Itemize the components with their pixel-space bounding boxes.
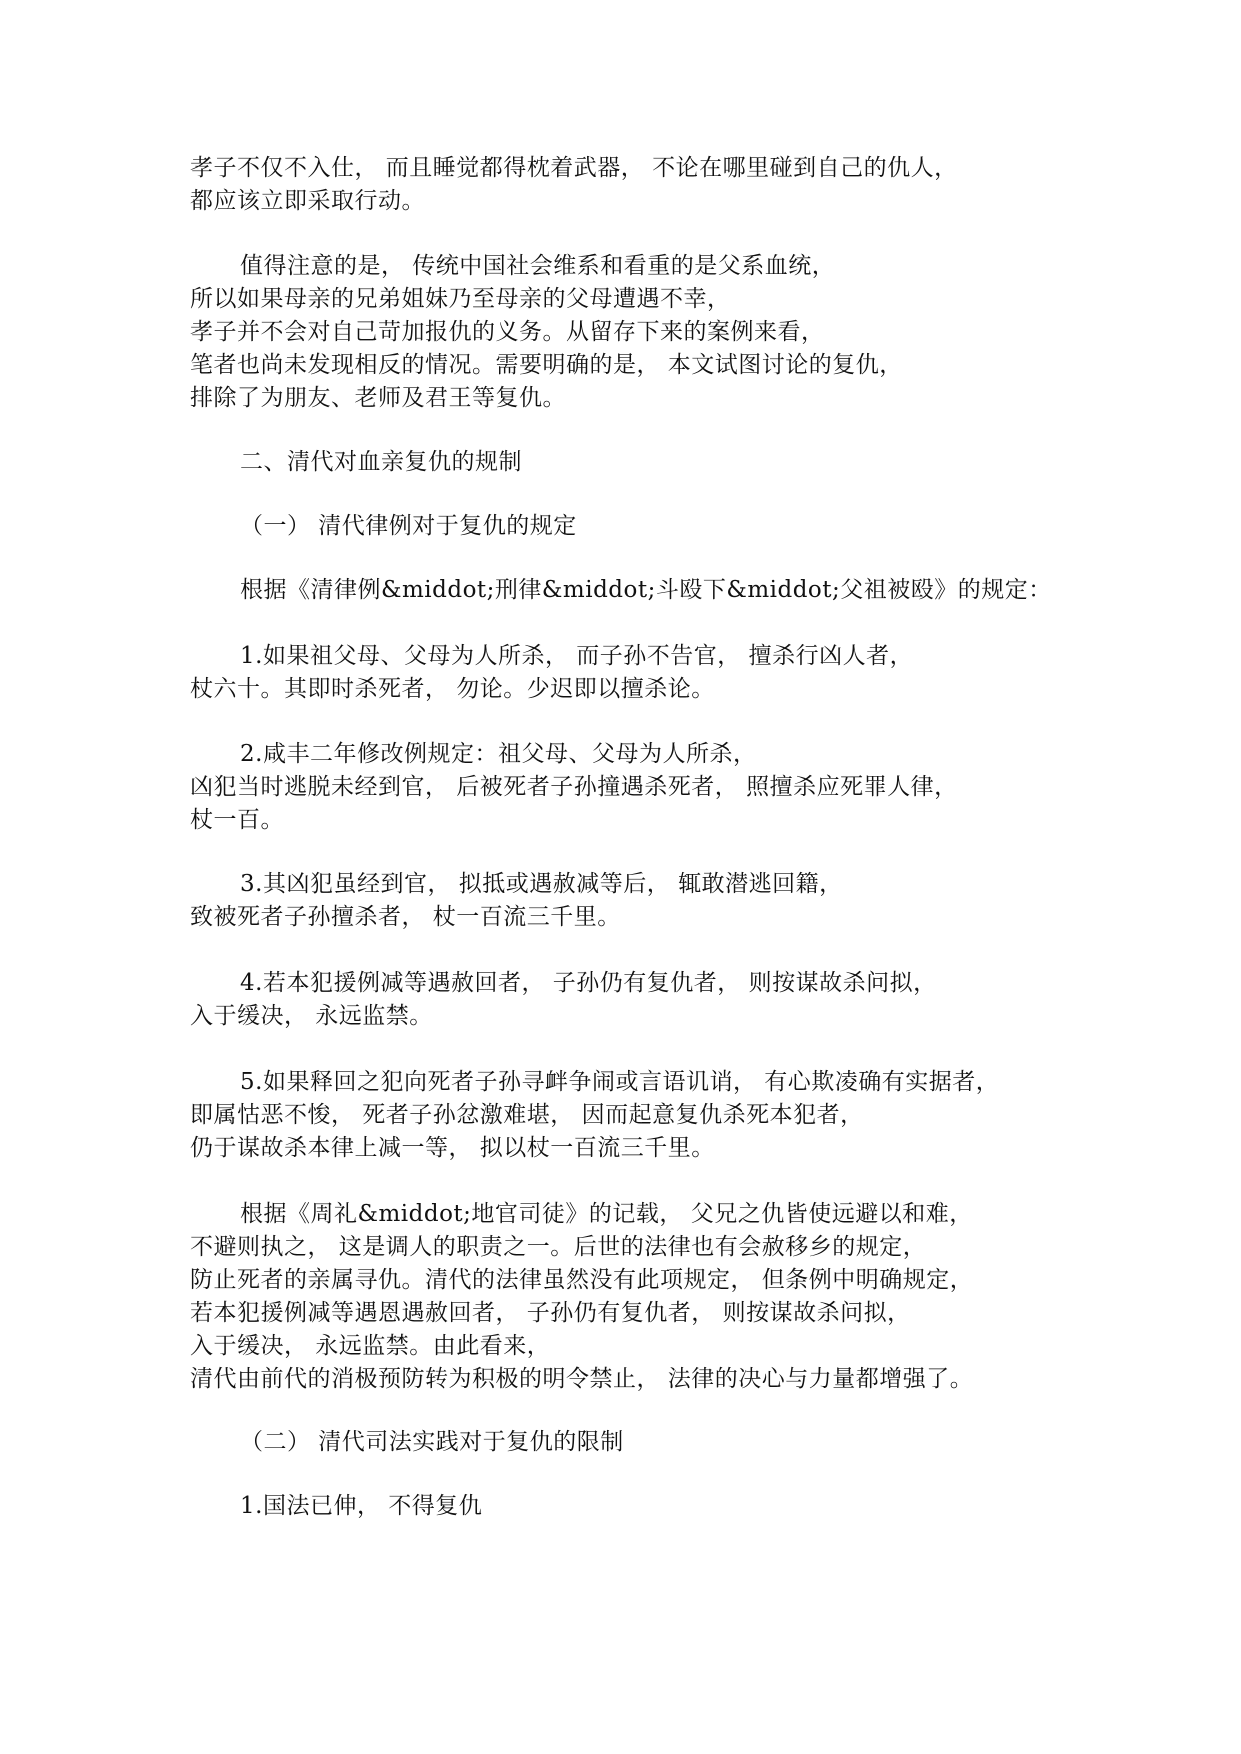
section-heading — [190, 446, 1090, 479]
list-item-1 — [190, 640, 1090, 706]
heading-text: （一） 清代律例对于复仇的规定 — [240, 513, 577, 539]
text-line: 致被死者子孙擅杀者， 杖一百流三千里。 — [190, 904, 621, 930]
text-line: 所以如果母亲的兄弟姐妹乃至母亲的父母遭遇不幸， — [190, 286, 731, 312]
text-line: 值得注意的是， 传统中国社会维系和看重的是父系血统， — [240, 253, 836, 279]
text-line: 杖一百。 — [190, 807, 284, 833]
text-line: 2.咸丰二年修改例规定：祖父母、父母为人所杀， — [240, 741, 757, 767]
text-line: 4.若本犯援例减等遇赦回者， 子孙仍有复仇者， 则按谋故杀问拟， — [240, 970, 937, 996]
text-line: 1.国法已伸， 不得复仇 — [240, 1493, 483, 1519]
text-line: 根据《清律例&middot;刑律&middot;斗殴下&middot;父祖被殴》的规定： — [240, 577, 1052, 603]
text-line: 清代由前代的消极预防转为积极的明令禁止， 法律的决心与力量都增强了。 — [190, 1366, 974, 1392]
text-line: 排除了为朋友、老师及君王等复仇。 — [190, 385, 566, 411]
paragraph-patrilineal — [190, 250, 1090, 415]
list-item-5 — [190, 1066, 1090, 1165]
text-line: 根据《周礼&middot;地官司徒》的记载， 父兄之仇皆使远避以和难， — [240, 1201, 973, 1227]
text-line: 入于缓决， 永远监禁。由此看来， — [190, 1333, 551, 1359]
text-line: 都应该立即采取行动。 — [190, 188, 425, 214]
text-line: 1.如果祖父母、父母为人所杀， 而子孙不告官， 擅杀行凶人者， — [240, 643, 914, 669]
text-line: 仍于谋故杀本律上减一等， 拟以杖一百流三千里。 — [190, 1135, 715, 1161]
subsection-heading-2 — [190, 1426, 1090, 1459]
paragraph-citation-qinglv — [190, 574, 1090, 607]
text-line: 不避则执之， 这是调人的职责之一。后世的法律也有会赦移乡的规定， — [190, 1234, 927, 1260]
text-line: 凶犯当时逃脱未经到官， 后被死者子孙撞遇杀死者， 照擅杀应死罪人律， — [190, 774, 958, 800]
heading-text: 二、清代对血亲复仇的规制 — [240, 449, 522, 475]
text-line: 防止死者的亲属寻仇。清代的法律虽然没有此项规定， 但条例中明确规定， — [190, 1267, 974, 1293]
list-item-4 — [190, 967, 1090, 1033]
text-line: 孝子不仅不入仕， 而且睡觉都得枕着武器， 不论在哪里碰到自己的仇人， — [190, 155, 958, 181]
heading-text: （二） 清代司法实践对于复仇的限制 — [240, 1429, 624, 1455]
text-line: 杖六十。其即时杀死者， 勿论。少迟即以擅杀论。 — [190, 676, 715, 702]
text-line: 5.如果释回之犯向死者子孙寻衅争闹或言语讥诮， 有心欺凌确有实据者， — [240, 1069, 1000, 1095]
text-line: 笔者也尚未发现相反的情况。需要明确的是， 本文试图讨论的复仇， — [190, 352, 903, 378]
text-line: 即属怙恶不悛， 死者子孙忿激难堪， 因而起意复仇杀死本犯者， — [190, 1102, 864, 1128]
subsection-heading-1 — [190, 510, 1090, 543]
text-line: 3.其凶犯虽经到官， 拟抵或遇赦减等后， 辄敢潜逃回籍， — [240, 871, 843, 897]
list-item-2 — [190, 738, 1090, 837]
paragraph-zhouli — [190, 1198, 1090, 1396]
paragraph-continuation — [190, 152, 1090, 218]
text-line: 孝子并不会对自己苛加报仇的义务。从留存下来的案例来看， — [190, 319, 825, 345]
text-line: 若本犯援例减等遇恩遇赦回者， 子孙仍有复仇者， 则按谋故杀问拟， — [190, 1300, 911, 1326]
sub-item-1 — [190, 1490, 1090, 1523]
list-item-3 — [190, 868, 1090, 934]
text-line: 入于缓决， 永远监禁。 — [190, 1003, 433, 1029]
